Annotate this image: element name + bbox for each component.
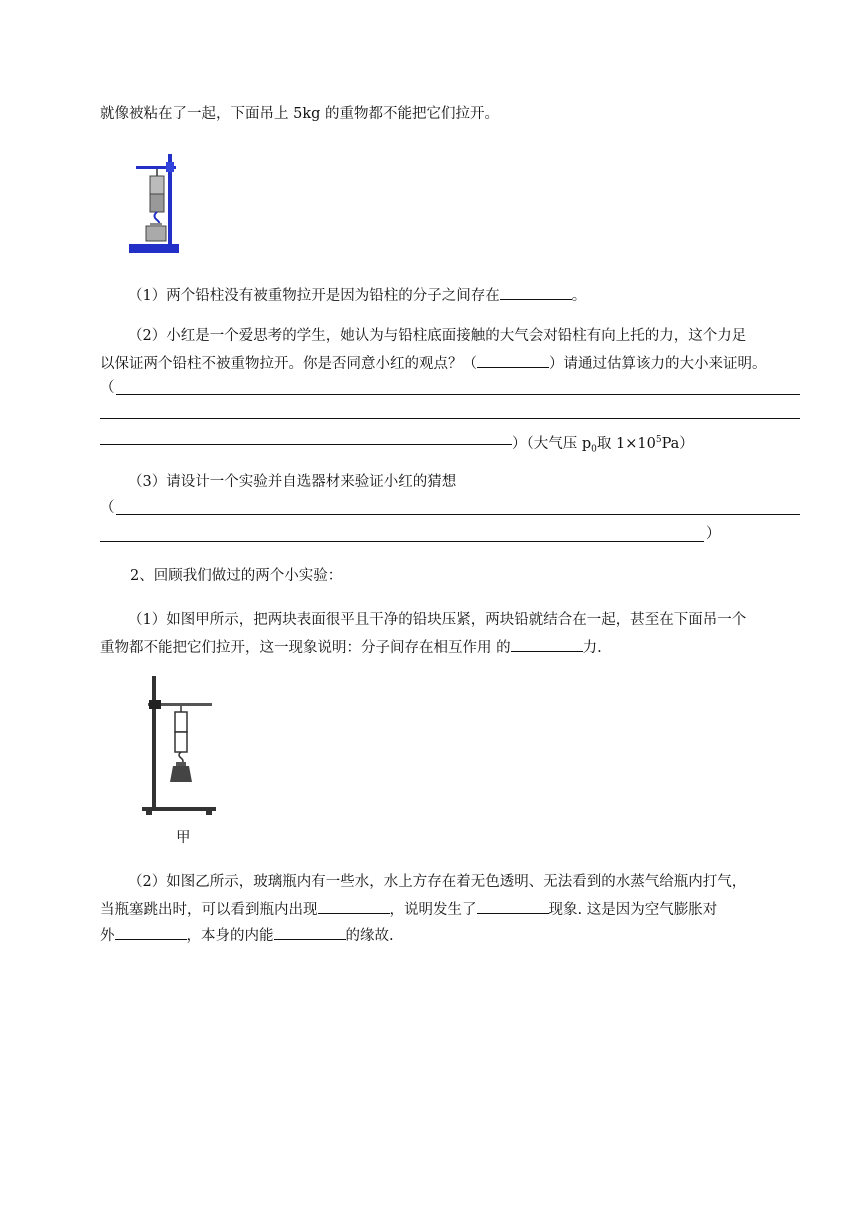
close-paren: ）: [706, 526, 721, 542]
q1-3-line: （3）请设计一个实验并自选器材来验证小红的猜想: [128, 474, 457, 490]
answer-blank[interactable]: [318, 898, 390, 914]
lead-cylinder-stand-figure: [128, 150, 188, 256]
agree-blank[interactable]: [477, 352, 549, 368]
q2-2-line2: 当瓶塞跳出时，可以看到瓶内出现 ，说明发生了 现象. 这是因为空气膨胀对: [100, 898, 717, 920]
figure-jia-stand: [140, 676, 222, 822]
q2-2-line3: 外 ，本身的内能 的缘故.: [100, 924, 394, 946]
answer-blank[interactable]: [274, 924, 346, 940]
answer-blank[interactable]: [115, 924, 187, 940]
q1-2-line1: （2）小红是一个爱思考的学生，她认为与铅柱底面接触的大气会对铅柱有向上托的力，这个力足: [128, 328, 747, 344]
figure-jia-label: 甲: [176, 830, 191, 846]
open-paren: （: [100, 500, 115, 516]
q2-1-line1: （1）如图甲所示，把两块表面很平且干净的铅块压紧，两块铅就结合在一起，甚至在下面吊一个: [128, 612, 747, 628]
answer-line[interactable]: [100, 418, 800, 419]
answer-line[interactable]: [116, 394, 800, 395]
answer-line[interactable]: [100, 444, 512, 445]
answer-blank[interactable]: [477, 898, 549, 914]
q2-title: 2、回顾我们做过的两个小实验：: [130, 568, 343, 584]
answer-line[interactable]: [116, 514, 800, 515]
q1-2-line2: 以保证两个铅柱不被重物拉开。你是否同意小红的观点？（ ）请通过估算该力的大小来证明。: [100, 352, 767, 374]
intro-line: 就像被粘在了一起，下面吊上 5kg 的重物都不能把它们拉开。: [100, 106, 500, 122]
answer-blank[interactable]: [500, 284, 572, 300]
answer-line[interactable]: [100, 541, 704, 542]
q1-1-line: （1）两个铅柱没有被重物拉开是因为铅柱的分子之间存在 。: [128, 284, 586, 306]
q2-1-line2: 重物都不能把它们拉开，这一现象说明：分子间存在相互作用 的 力.: [100, 636, 602, 658]
answer-blank[interactable]: [511, 636, 583, 652]
pressure-note: ）（大气压 $p_0$取 $1\times 10^5Pa$）: [512, 435, 694, 455]
open-paren: （: [100, 380, 115, 396]
q2-2-line1: （2）如图乙所示，玻璃瓶内有一些水，水上方存在着无色透明、无法看到的水蒸气给瓶内打气，: [128, 874, 747, 890]
